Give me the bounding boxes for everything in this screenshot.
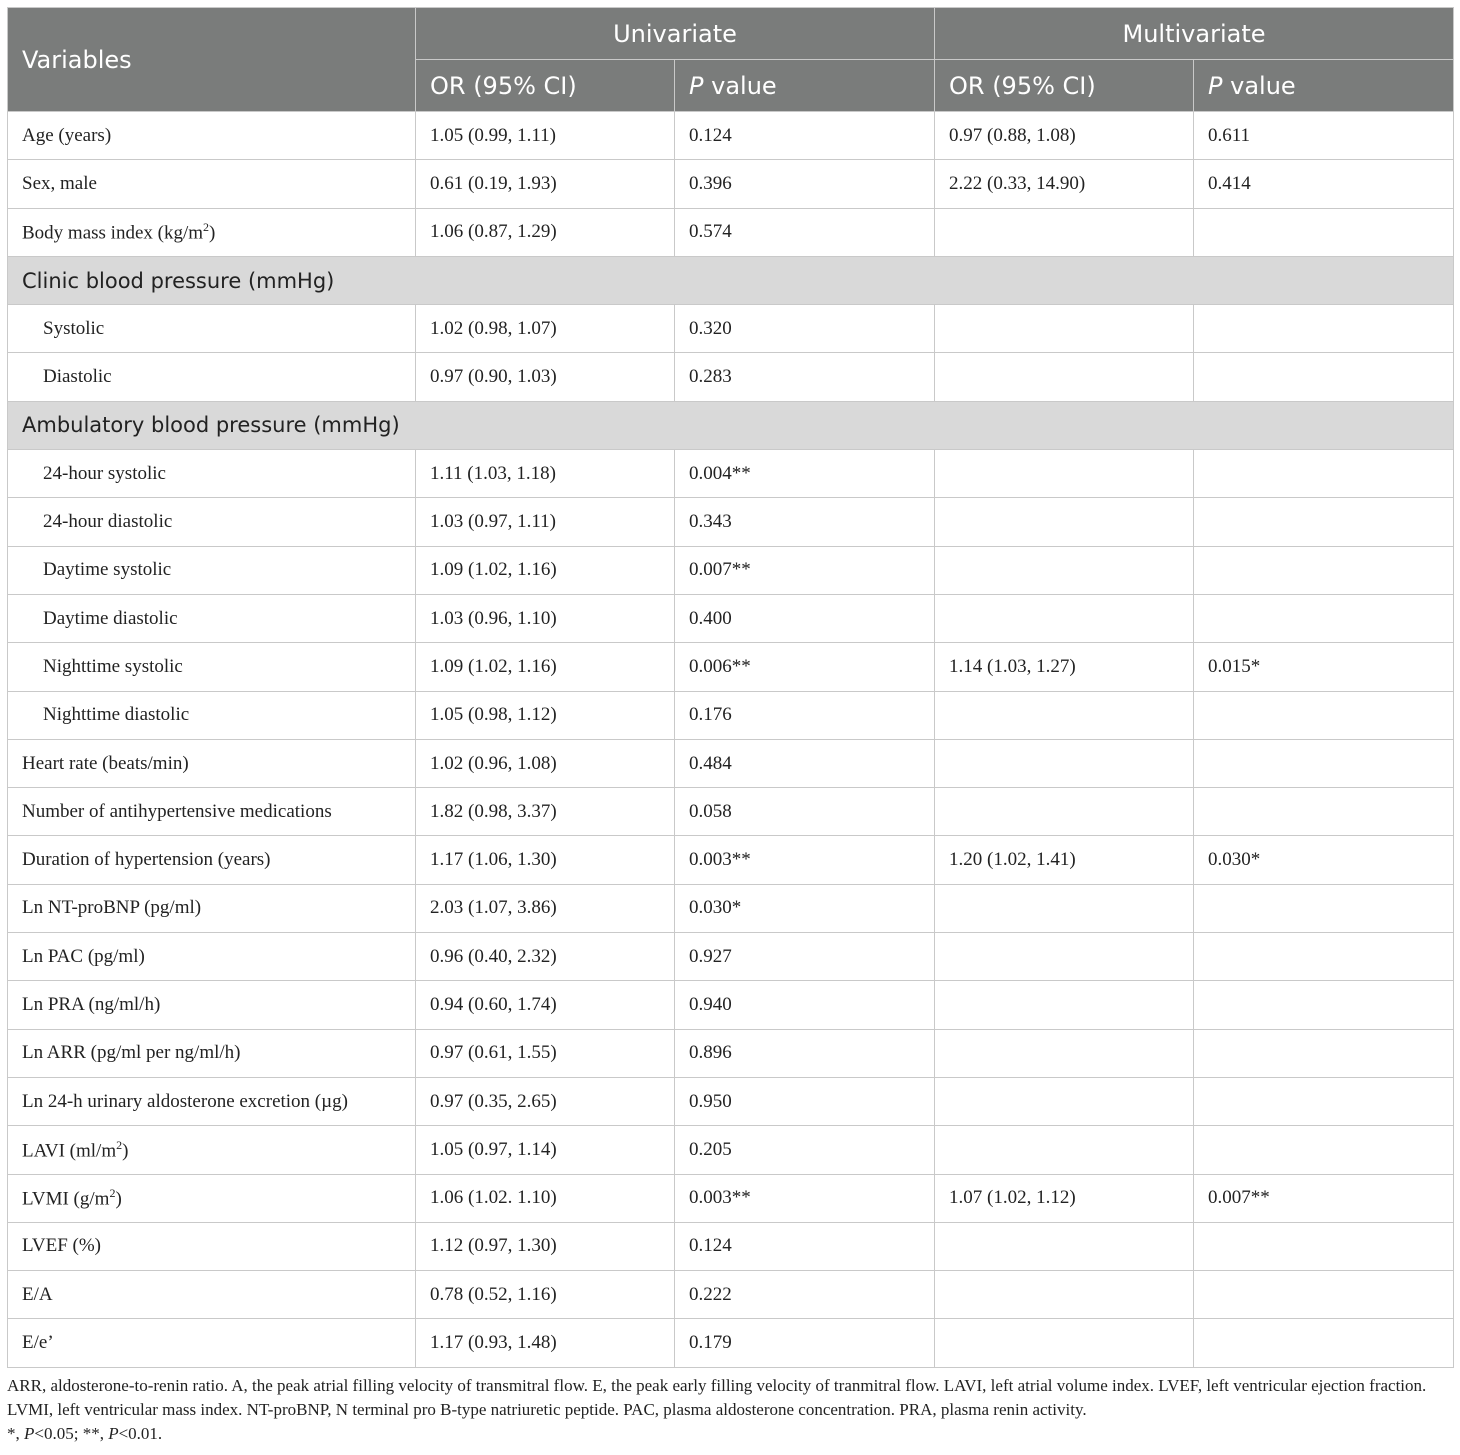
univariate-or-cell: 0.96 (0.40, 2.32)	[416, 933, 675, 981]
header-multivariate-or: OR (95% CI)	[935, 60, 1194, 112]
section-label: Clinic blood pressure (mmHg)	[8, 256, 1454, 304]
univariate-p-cell: 0.058	[675, 788, 935, 836]
univariate-p-cell: 0.030*	[675, 884, 935, 932]
univariate-or-cell: 0.97 (0.35, 2.65)	[416, 1077, 675, 1125]
multivariate-p-cell	[1194, 450, 1454, 498]
multivariate-or-cell: 1.14 (1.03, 1.27)	[935, 643, 1194, 691]
variable-label: Ln PAC (pg/ml)	[8, 933, 416, 981]
univariate-or-cell: 1.05 (0.98, 1.12)	[416, 691, 675, 739]
multivariate-or-cell	[935, 933, 1194, 981]
table-row	[8, 160, 1454, 208]
univariate-p-cell: 0.003**	[675, 1174, 935, 1222]
multivariate-or-cell	[935, 353, 1194, 401]
variable-label: Nighttime diastolic	[8, 691, 416, 739]
table-row	[8, 981, 1454, 1029]
variable-label: Nighttime systolic	[8, 643, 416, 691]
multivariate-or-cell	[935, 981, 1194, 1029]
footnote-abbreviations: ARR, aldosterone-to-renin ratio. A, the peak atrial filling velocity of transmitral flow. E, the peak early filling velocity of tranmitral flow. LAVI, left atrial volume index. LVEF, left ventricular ejection fraction. LVMI, left ventricular mass index. NT-proBNP, N terminal pro B-type natriuretic peptide. PAC, plasma aldosterone concentration. PRA, plasma renin activity.	[7, 1375, 1427, 1419]
univariate-or-cell: 1.02 (0.98, 1.07)	[416, 305, 675, 353]
multivariate-p-cell	[1194, 353, 1454, 401]
variable-label: Ln PRA (ng/ml/h)	[8, 981, 416, 1029]
table-row	[8, 643, 1454, 691]
table-row	[8, 691, 1454, 739]
univariate-p-cell: 0.176	[675, 691, 935, 739]
univariate-p-cell: 0.574	[675, 208, 935, 256]
variable-label: 24-hour systolic	[8, 450, 416, 498]
multivariate-or-cell	[935, 594, 1194, 642]
multivariate-p-cell	[1194, 546, 1454, 594]
univariate-p-cell: 0.007**	[675, 546, 935, 594]
multivariate-or-cell	[935, 1222, 1194, 1270]
footnote-significance: *, P<0.05; **, P<0.01.	[7, 1423, 163, 1443]
univariate-or-cell: 0.97 (0.61, 1.55)	[416, 1029, 675, 1077]
variable-label: Ln ARR (pg/ml per ng/ml/h)	[8, 1029, 416, 1077]
table-row	[8, 1271, 1454, 1319]
table-row	[8, 353, 1454, 401]
univariate-or-cell: 1.09 (1.02, 1.16)	[416, 643, 675, 691]
univariate-p-cell: 0.320	[675, 305, 935, 353]
univariate-or-cell: 0.61 (0.19, 1.93)	[416, 160, 675, 208]
header-univariate: Univariate	[416, 8, 935, 60]
header-univariate-or: OR (95% CI)	[416, 60, 675, 112]
multivariate-or-cell	[935, 305, 1194, 353]
univariate-p-cell: 0.003**	[675, 836, 935, 884]
multivariate-or-cell	[935, 208, 1194, 256]
multivariate-p-cell	[1194, 305, 1454, 353]
multivariate-p-cell	[1194, 1126, 1454, 1174]
univariate-or-cell: 0.78 (0.52, 1.16)	[416, 1271, 675, 1319]
section-row	[8, 256, 1454, 304]
univariate-or-cell: 1.03 (0.97, 1.11)	[416, 498, 675, 546]
variable-label: LAVI $(ml/m^2)$	[8, 1126, 416, 1174]
variable-label: Daytime diastolic	[8, 594, 416, 642]
univariate-p-cell: 0.484	[675, 739, 935, 787]
multivariate-or-cell	[935, 1271, 1194, 1319]
table-row	[8, 498, 1454, 546]
table-row	[8, 933, 1454, 981]
univariate-or-cell: 2.03 (1.07, 3.86)	[416, 884, 675, 932]
table-row	[8, 112, 1454, 160]
multivariate-or-cell	[935, 884, 1194, 932]
univariate-p-cell: 0.004**	[675, 450, 935, 498]
univariate-p-cell: 0.283	[675, 353, 935, 401]
univariate-or-cell: 0.94 (0.60, 1.74)	[416, 981, 675, 1029]
multivariate-p-cell	[1194, 788, 1454, 836]
univariate-p-cell: 0.400	[675, 594, 935, 642]
section-label: Ambulatory blood pressure (mmHg)	[8, 401, 1454, 449]
multivariate-or-cell: 2.22 (0.33, 14.90)	[935, 160, 1194, 208]
univariate-p-cell: 0.396	[675, 160, 935, 208]
multivariate-p-cell	[1194, 594, 1454, 642]
multivariate-p-cell	[1194, 1271, 1454, 1319]
table-footnote	[7, 1374, 1453, 1446]
header-variables: Variables	[8, 8, 416, 112]
variable-label: E/A	[8, 1271, 416, 1319]
variable-label: 24-hour diastolic	[8, 498, 416, 546]
multivariate-or-cell	[935, 788, 1194, 836]
table-row	[8, 1174, 1454, 1222]
multivariate-p-cell	[1194, 884, 1454, 932]
univariate-or-cell: 1.17 (0.93, 1.48)	[416, 1319, 675, 1367]
multivariate-p-cell	[1194, 1029, 1454, 1077]
table-row	[8, 788, 1454, 836]
multivariate-p-cell	[1194, 1319, 1454, 1367]
variable-label: E/e’	[8, 1319, 416, 1367]
multivariate-or-cell: 1.20 (1.02, 1.41)	[935, 836, 1194, 884]
variable-label: Daytime systolic	[8, 546, 416, 594]
multivariate-or-cell	[935, 1029, 1194, 1077]
univariate-p-cell: 0.205	[675, 1126, 935, 1174]
multivariate-p-cell	[1194, 1222, 1454, 1270]
univariate-p-cell: 0.179	[675, 1319, 935, 1367]
header-multivariate-p: P value	[1194, 60, 1454, 112]
univariate-p-cell: 0.950	[675, 1077, 935, 1125]
table-row	[8, 305, 1454, 353]
multivariate-or-cell: 0.97 (0.88, 1.08)	[935, 112, 1194, 160]
univariate-p-cell: 0.940	[675, 981, 935, 1029]
multivariate-or-cell	[935, 498, 1194, 546]
univariate-or-cell: 1.82 (0.98, 3.37)	[416, 788, 675, 836]
header-multivariate: Multivariate	[935, 8, 1454, 60]
multivariate-p-cell: 0.611	[1194, 112, 1454, 160]
table-row	[8, 1126, 1454, 1174]
table-row	[8, 836, 1454, 884]
multivariate-or-cell	[935, 739, 1194, 787]
univariate-or-cell: 1.05 (0.99, 1.11)	[416, 112, 675, 160]
univariate-p-cell: 0.006**	[675, 643, 935, 691]
table-container	[7, 7, 1453, 1446]
table-row	[8, 884, 1454, 932]
table-row	[8, 594, 1454, 642]
multivariate-p-cell: 0.007**	[1194, 1174, 1454, 1222]
variable-label: Body mass index $(kg/m^2)$	[8, 208, 416, 256]
univariate-or-cell: 1.12 (0.97, 1.30)	[416, 1222, 675, 1270]
multivariate-or-cell	[935, 450, 1194, 498]
multivariate-or-cell	[935, 691, 1194, 739]
table-row	[8, 450, 1454, 498]
variable-label: Number of antihypertensive medications	[8, 788, 416, 836]
multivariate-or-cell	[935, 1077, 1194, 1125]
multivariate-p-cell	[1194, 739, 1454, 787]
section-row	[8, 401, 1454, 449]
variable-label: Duration of hypertension (years)	[8, 836, 416, 884]
univariate-p-cell: 0.343	[675, 498, 935, 546]
multivariate-p-cell: 0.414	[1194, 160, 1454, 208]
variable-label: Systolic	[8, 305, 416, 353]
multivariate-or-cell	[935, 546, 1194, 594]
variable-label: LVEF (%)	[8, 1222, 416, 1270]
table-row	[8, 1077, 1454, 1125]
variable-label: Ln 24-h urinary aldosterone excretion (µg)	[8, 1077, 416, 1125]
univariate-or-cell: 1.11 (1.03, 1.18)	[416, 450, 675, 498]
univariate-or-cell: 1.05 (0.97, 1.14)	[416, 1126, 675, 1174]
univariate-or-cell: 1.03 (0.96, 1.10)	[416, 594, 675, 642]
multivariate-or-cell	[935, 1126, 1194, 1174]
variable-label: Age (years)	[8, 112, 416, 160]
variable-label: Heart rate (beats/min)	[8, 739, 416, 787]
table-body	[8, 112, 1454, 1368]
table-row	[8, 1029, 1454, 1077]
univariate-or-cell: 1.09 (1.02, 1.16)	[416, 546, 675, 594]
univariate-or-cell: 0.97 (0.90, 1.03)	[416, 353, 675, 401]
multivariate-p-cell	[1194, 208, 1454, 256]
multivariate-p-cell	[1194, 1077, 1454, 1125]
multivariate-or-cell	[935, 1319, 1194, 1367]
univariate-p-cell: 0.222	[675, 1271, 935, 1319]
table-row	[8, 1222, 1454, 1270]
variable-label: Sex, male	[8, 160, 416, 208]
univariate-p-cell: 0.124	[675, 1222, 935, 1270]
univariate-or-cell: 1.17 (1.06, 1.30)	[416, 836, 675, 884]
multivariate-p-cell	[1194, 981, 1454, 1029]
univariate-p-cell: 0.896	[675, 1029, 935, 1077]
header-univariate-p: P value	[675, 60, 935, 112]
table-row	[8, 208, 1454, 256]
univariate-or-cell: 1.06 (1.02. 1.10)	[416, 1174, 675, 1222]
variable-label: Ln NT-proBNP (pg/ml)	[8, 884, 416, 932]
multivariate-p-cell: 0.030*	[1194, 836, 1454, 884]
table-row	[8, 739, 1454, 787]
results-table	[7, 7, 1454, 1368]
table-row	[8, 546, 1454, 594]
univariate-or-cell: 1.06 (0.87, 1.29)	[416, 208, 675, 256]
multivariate-p-cell: 0.015*	[1194, 643, 1454, 691]
multivariate-p-cell	[1194, 498, 1454, 546]
multivariate-p-cell	[1194, 933, 1454, 981]
multivariate-p-cell	[1194, 691, 1454, 739]
univariate-p-cell: 0.124	[675, 112, 935, 160]
multivariate-or-cell: 1.07 (1.02, 1.12)	[935, 1174, 1194, 1222]
variable-label: LVMI $(g/m^2)$	[8, 1174, 416, 1222]
univariate-p-cell: 0.927	[675, 933, 935, 981]
variable-label: Diastolic	[8, 353, 416, 401]
table-row	[8, 1319, 1454, 1367]
univariate-or-cell: 1.02 (0.96, 1.08)	[416, 739, 675, 787]
